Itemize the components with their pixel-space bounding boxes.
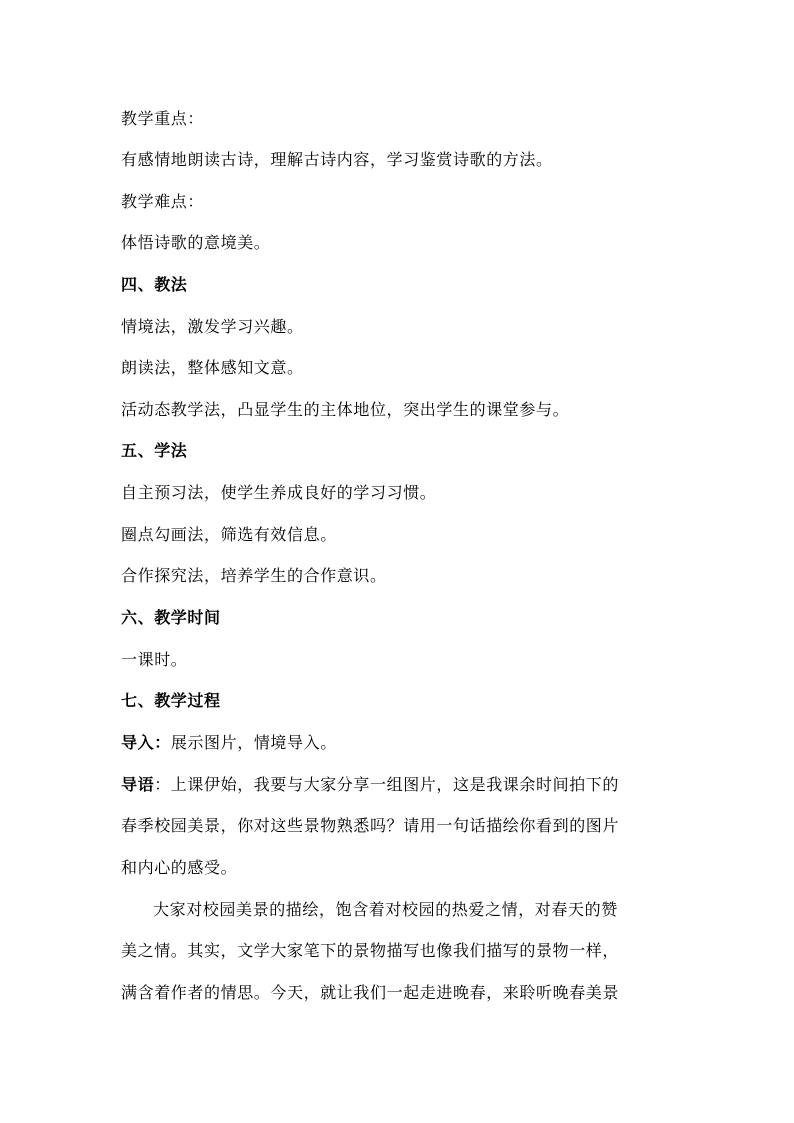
lead-in-label: 导语 bbox=[121, 775, 155, 794]
learning-method-3: 合作探究法，培养学生的合作意识。 bbox=[121, 566, 387, 585]
key-points-label: 教学重点： bbox=[121, 109, 205, 128]
learning-method-2: 圈点勾画法，筛选有效信息。 bbox=[121, 525, 337, 544]
section-heading-learning-methods: 五、学法 bbox=[121, 441, 188, 460]
lead-in-text-1: ：上课伊始，我要与大家分享一组图片，这是我课余时间拍下的 bbox=[154, 775, 620, 794]
teaching-time-text: 一课时。 bbox=[121, 650, 188, 669]
section-heading-teaching-methods: 四、教法 bbox=[121, 275, 188, 294]
section-heading-teaching-process: 七、教学过程 bbox=[121, 691, 221, 710]
learning-method-1: 自主预习法，使学生养成良好的学习习惯。 bbox=[121, 483, 437, 502]
lead-in-line-3: 和内心的感受。 bbox=[121, 858, 238, 877]
paragraph-line-3: 满含着作者的情思。今天，就让我们一起走进晚春，来聆听晚春美景 bbox=[121, 983, 620, 1002]
section-heading-teaching-time: 六、教学时间 bbox=[121, 608, 221, 627]
introduction-label: 导入： bbox=[121, 733, 171, 752]
teaching-method-1: 情境法，激发学习兴趣。 bbox=[121, 317, 304, 336]
paragraph-line-1: 大家对校园美景的描绘，饱含着对校园的热爱之情，对春天的赞 bbox=[153, 900, 618, 919]
key-points-text: 有感情地朗读古诗，理解古诗内容，学习鉴赏诗歌的方法。 bbox=[121, 150, 553, 169]
teaching-method-3: 活动态教学法，凸显学生的主体地位，突出学生的课堂参与。 bbox=[121, 400, 570, 419]
difficulty-text: 体悟诗歌的意境美。 bbox=[121, 233, 271, 252]
difficulty-label: 教学难点： bbox=[121, 192, 205, 211]
lead-in-line-1 bbox=[121, 775, 619, 795]
introduction-line bbox=[121, 733, 337, 753]
lead-in-line-2: 春季校园美景，你对这些景物熟悉吗？请用一句话描绘你看到的图片 bbox=[121, 816, 620, 835]
teaching-method-2: 朗读法，整体感知文意。 bbox=[121, 358, 304, 377]
introduction-text: 展示图片，情境导入。 bbox=[170, 733, 337, 752]
paragraph-line-2: 美之情。其实，文学大家笔下的景物描写也像我们描写的景物一样， bbox=[121, 941, 620, 960]
